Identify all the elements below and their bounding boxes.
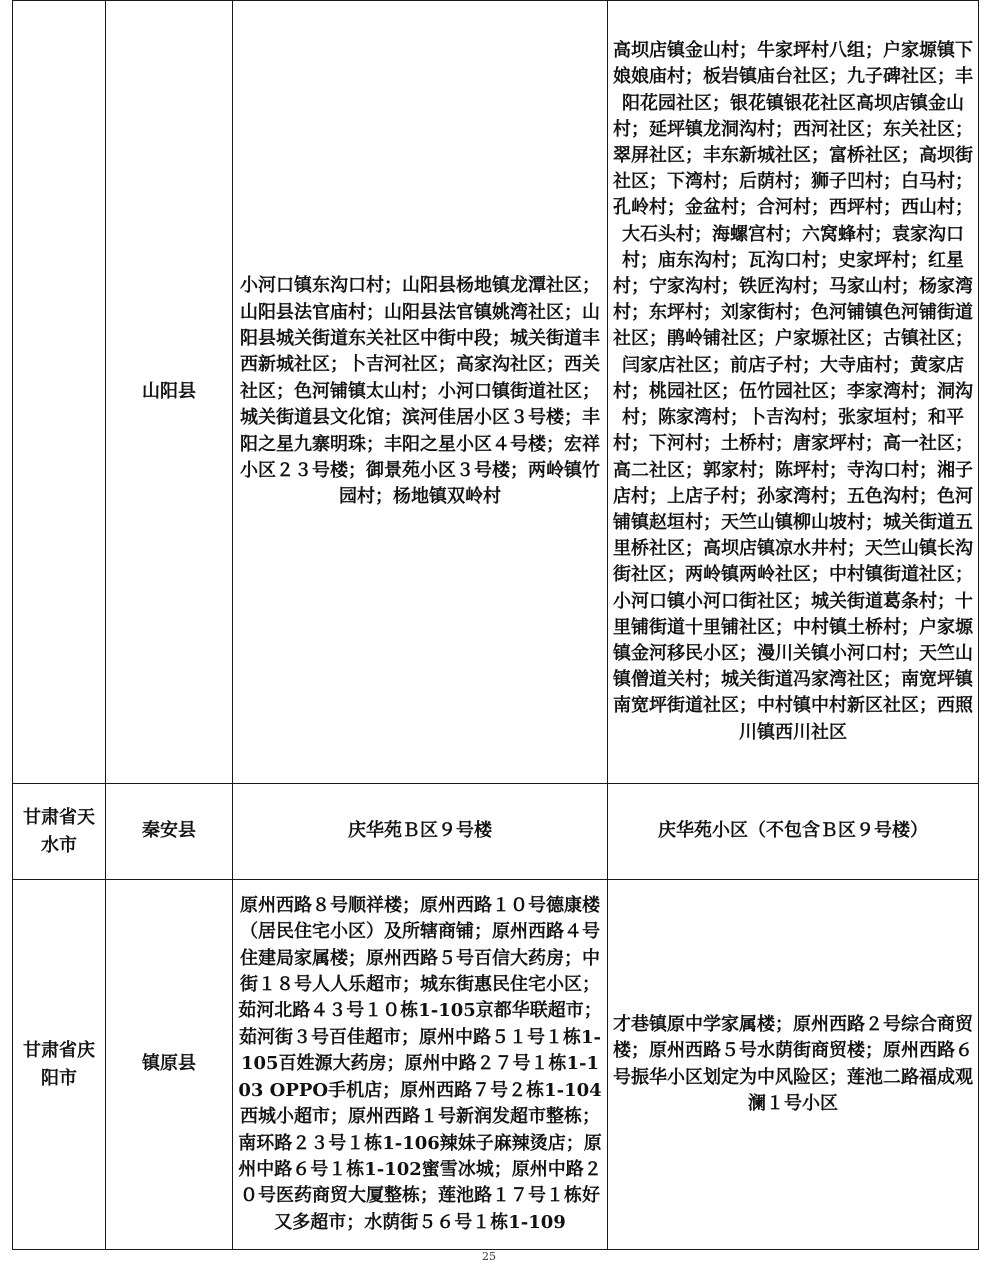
mid-risk-areas: 才巷镇原中学家属楼；原州西路２号综合商贸楼；原州西路５号水荫街商贸楼；原州西路６号振华小区划定为中风险区；莲池二路福成观澜１号小区 bbox=[613, 1013, 973, 1114]
county-name: 山阳县 bbox=[142, 380, 196, 402]
county-cell bbox=[106, 784, 233, 880]
risk-area-table bbox=[12, 0, 979, 1250]
mid-risk-areas: 高坝店镇金山村；牛家坪村八组；户家塬镇下娘娘庙村；板岩镇庙台社区；九子碑社区；丰阳花园社区；银花镇银花社区高坝店镇金山村；延坪镇龙洞沟村；西河社区；东关社区；翠屏社区；丰东新城社区；富桥社区；高坝街社区；下湾村；后荫村；狮子凹村；白马村；孔岭村；金盆村；合河村；西坪村；西山村；大石头村；海螺宫村；六窝蜂村；袁家沟口村；庙东沟村；瓦沟口村；史家坪村；红星村；宁家沟村；铁匠沟村；马家山村；杨家湾村；东坪村；刘家街村；色河铺镇色河铺街道社区；鹃岭铺社区；户家塬社区；古镇社区；闫家店社区；前店子村；大寺庙村；黄家店村；桃园社区；伍竹园社区；李家湾村；洞沟村；陈家湾村；卜吉沟村；张家垣村；和平村；下河村；土桥村；唐家坪村；高一社区；高二社区；郭家村；陈坪村；寺沟口村；湘子店村；上店子村；孙家湾村；五色沟村；色河铺镇赵垣村；天竺山镇柳山坡村；城关街道五里桥社区；高坝店镇凉水井村；天竺山镇长沟街社区；两岭镇两岭社区；中村镇街道社区；小河口镇小河口街社区；城关街道葛条村；十里铺街道十里铺社区；中村镇土桥村；户家塬镇金河移民小区；漫川关镇小河口村；天竺山镇僧道关村；城关街道冯家湾社区；南宽坪镇南宽坪街道社区；中村镇中村新区社区；西照川镇西川社区 bbox=[613, 40, 973, 743]
table-row bbox=[13, 880, 979, 1250]
province-cell bbox=[13, 1, 106, 784]
mid-risk-areas: 庆华苑小区（不包含Ｂ区９号楼） bbox=[658, 820, 928, 842]
province-cell bbox=[13, 784, 106, 880]
mid-risk-cell bbox=[608, 1, 979, 784]
county-cell bbox=[106, 880, 233, 1250]
high-risk-areas: 庆华苑Ｂ区９号楼 bbox=[348, 820, 492, 842]
county-cell bbox=[106, 1, 233, 784]
table-row bbox=[13, 784, 979, 880]
high-risk-cell bbox=[233, 880, 608, 1250]
high-risk-areas: 原州西路８号顺祥楼；原州西路１０号德康楼（居民住宅小区）及所辖商铺；原州西路４号住建局家属楼；原州西路５号百信大药房；中街１８号人人乐超市；城东街惠民住宅小区；茹河北路４３号１０栋1-105京都华联超市；茹河街３号百佳超市；原州中路５１号１栋1-105百姓源大药房；原州中路２７号１栋1-103 OPPO手机店；原州西路７号２栋1-104西城小超市；原州西路１号新润发超市整栋；南环路２３号１栋1-106辣妹子麻辣烫店；原州中路６号１栋1-102蜜雪冰城；原州中路２０号医药商贸大厦整栋；莲池路１７号１栋好又多超市；水荫街５６号１栋1-109 bbox=[238, 894, 602, 1233]
high-risk-cell bbox=[233, 1, 608, 784]
high-risk-areas: 小河口镇东沟口村；山阳县杨地镇龙潭社区；山阳县法官庙村；山阳县法官镇姚湾社区；山阳县城关街道东关社区中街中段；城关街道丰西新城社区；卜吉河社区；高家沟社区；西关社区；色河铺镇太山村；小河口镇街道社区；城关街道县文化馆；滨河佳居小区３号楼；丰阳之星九寨明珠；丰阳之星小区４号楼；宏祥小区２３号楼；御景苑小区３号楼；两岭镇竹园村；杨地镇双岭村 bbox=[240, 275, 600, 508]
county-name: 秦安县 bbox=[142, 820, 196, 842]
table-row bbox=[13, 1, 979, 784]
province-name: 甘肃省天水市 bbox=[23, 806, 95, 856]
county-name: 镇原县 bbox=[142, 1053, 196, 1075]
province-cell bbox=[13, 880, 106, 1250]
province-name: 甘肃省庆阳市 bbox=[23, 1039, 95, 1089]
mid-risk-cell bbox=[608, 880, 979, 1250]
mid-risk-cell bbox=[608, 784, 979, 880]
high-risk-cell bbox=[233, 784, 608, 880]
page-number: 25 bbox=[482, 1250, 496, 1263]
